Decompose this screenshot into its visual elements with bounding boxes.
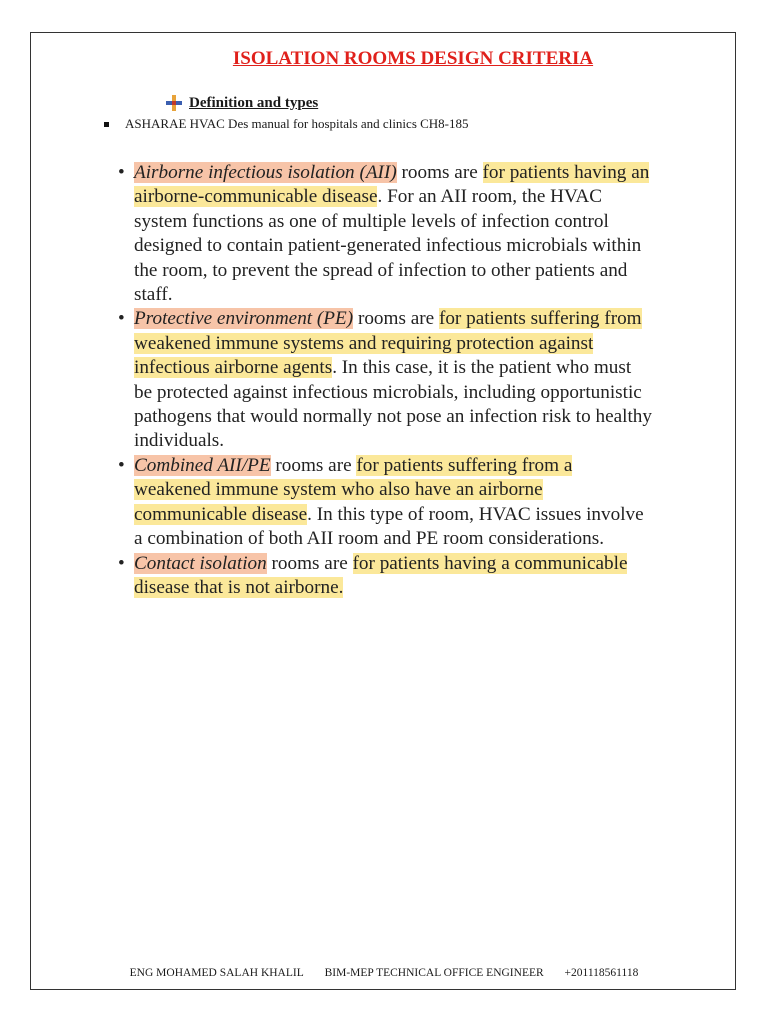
connector-text: rooms are <box>270 454 357 476</box>
footer-author: ENG MOHAMED SALAH KHALIL <box>129 967 304 979</box>
list-item-pe <box>118 307 653 453</box>
source-text: ASHARAE HVAC Des manual for hospitals and clinics CH8-185 <box>125 116 469 131</box>
highlighted-text: for patients suffering from a weakened immune system who also have an airborne communicable disease <box>134 454 573 525</box>
connector-text: rooms are <box>396 162 483 183</box>
term: Combined AII/PE <box>134 454 271 476</box>
cross-marker-icon <box>165 94 183 112</box>
bullet-glyph: • <box>118 308 125 330</box>
highlighted-text: for patients having an airborne-communicable disease <box>134 162 650 208</box>
source-reference <box>104 116 469 132</box>
highlighted-text: for patients having a communicable disease that is not airborne. <box>134 552 628 598</box>
section-heading <box>165 94 318 112</box>
list-item-aii <box>118 161 653 307</box>
bullet-glyph: • <box>118 552 125 574</box>
section-heading-text: Definition and types <box>189 94 319 111</box>
connector-text: rooms are <box>353 308 439 330</box>
item-text: . In this case, it is the patient who must be protected against infectious microbials, including opportunistic pathogens that would normally not pose an infection risk to healthy individuals. <box>134 357 652 452</box>
item-text: . In this type of room, HVAC issues involve a combination of both AII room and PE room considerations. <box>134 503 644 550</box>
square-bullet-icon <box>104 122 109 127</box>
term: Protective environment (PE) <box>134 308 354 330</box>
footer-role: BIM-MEP TECHNICAL OFFICE ENGINEER <box>324 967 544 979</box>
term: Contact isolation <box>134 552 267 574</box>
highlighted-text: for patients suffering from weakened immune systems and requiring protection against infectious airborne agents <box>134 308 642 379</box>
list-item-combined <box>118 454 653 552</box>
list-item-contact <box>118 552 653 601</box>
page-footer <box>0 967 768 979</box>
footer-phone: +201118561118 <box>564 967 639 979</box>
page-title: ISOLATION ROOMS DESIGN CRITERIA <box>232 48 594 69</box>
connector-text: rooms are <box>266 552 353 574</box>
definition-list <box>118 161 653 600</box>
term: Airborne infectious isolation (AII) <box>134 162 397 183</box>
bullet-glyph: • <box>118 162 125 183</box>
item-text: . For an AII room, the HVAC system functions as one of multiple levels of infection control designed to contain patient-generated infectious microbials within the room, to prevent the spread of infection to other patients and staff. <box>134 186 642 306</box>
bullet-glyph: • <box>118 454 125 476</box>
